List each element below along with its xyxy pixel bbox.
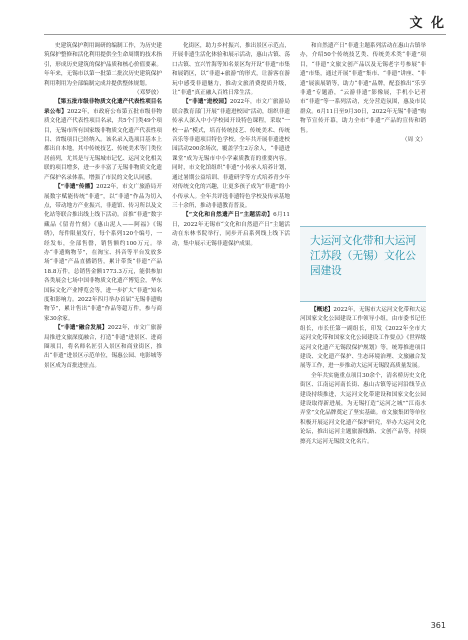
author-signature: （周 文） [401,137,426,144]
paragraph: 化街区，助力乡村振兴，推出景区示范点，开展非遗生活化体验和展示活动，惠山古镇、荡口古镇、宜兴竹海等知名景区均开设“非遗”市集和展销区，以“非遗+旅游”的形式，让游客在游玩中感受非遗魅力，推动文旅消费提质升级，让“非遗”真正融入百姓日常生活。 [172,43,290,97]
paragraph [44,183,162,324]
column-1 [44,42,162,371]
feature-heading: 大运河文化带和大运河江苏段（无锡）文化公园建设 [310,235,416,278]
column-3-lower [300,306,426,447]
entry-text: 2022年，市政府公布第五批市级非物质文化遗产代表性项目名录，共5个门类49个项目，无锡市所有国家级非物质文化遗产代表性项目、省级项目已经纳入。该名录入选项目基本上都出自本地，其中传统技艺、传统美术等门类位居前列，尤其是与无锡城市记忆、运河文化相关联的项目增多，进一步丰富了无锡非物质文化遗产保护名录体系，增强了市民的文化认同感。 [44,108,162,181]
paragraph: 史建筑保护利用调研的编制工作，为历史建筑保护整修和活化利用提供全生命周期的技术指引，形成历史建筑的保护品质和核心价值要素。年年来，无锡市以第一批第二批次历史建筑保护利用利用为全部编制完成并提供整体规划。 [44,43,162,87]
paragraph [172,98,290,211]
column-2 [172,42,290,249]
entry-text: 2022年，市文广旅游局联合教育部门开展“非遗进校园”活动，组织非遗传承人深入中小学校园开设特色课程，采取“一校一品”模式，培育传统技艺、传统美术、传统音乐等非遗项目特色学校。全年共开展非遗进校园活动200余场次，覆盖学生2万余人，“非遗进课堂”成为无锡市中小学素质教育的重要内容。同时，市文化馆组织“非遗”小传承人培养计划，通过暑期公益培训、非遗研学等方式培养青少年对传统文化的兴趣，让更多孩子成为“非遗”的小小传承人。全年共评选非遗特色学校及传承基地三十余所，推动非遗教育普及。 [172,99,290,209]
entry-text: 2022年，市文广旅游局推进文旅深度融合，打造“非遗”进景区、进商圈项目，将名师名匠引入景区和商业街区，推出“非遗”进景区示范单位，锡惠公园、电影城等景区成为首批进驻点。 [44,325,162,369]
feature-heading-box [300,226,426,302]
entry-heading: 【“非遗”融合发展】 [55,325,108,332]
entry-heading: 【概述】 [311,307,334,313]
paragraph [300,306,426,372]
column-3 [300,42,426,145]
paragraph [44,324,162,371]
author-signature: （邓梦放） [134,90,162,97]
entry-text: 2022年，无锡市大运河文化带和大运河国家文化公园建设工作领导小组，由市委书记任组长，市长任第一副组长，印发《2022年全市大运河文化带和国家文化公园建设工作要点》《世界级运河文化遗产无锡段保护规划》等，统筹推进项目建设、文化遗产保护、生态环境治理、文旅融合发展等工作，进一步推动大运河无锡段高质量发展。 [300,307,426,370]
paragraph: 全年共实施重点项目30余个，清名桥历史文化街区、江南运河南长街、惠山古镇等运河沿线节点建设持续推进，大运河文化带建设和国家文化公园建设取得新进展，为无锡打造“运河之城”“江南水弄堂”文化品牌奠定了坚实基础。市文旅集团等单位积极开展运河文化遗产保护研究，举办大运河文化论坛，推出运河主题旅游线路、文创产品等，持续擦亮大运河无锡段文化名片。 [300,372,426,445]
entry-heading: 【“非遗”传播】 [55,184,97,191]
entry-heading: 【第五批市级非物质文化遗产代表性项目名录公布】 [44,99,162,115]
entry-text: 6月11日，2022年无锡市“文化和自然遗产日”主题活动在东林书院举行，同步开启系列线上线下活动，集中展示无锡非遗保护成果。 [172,212,290,247]
page-number: 361 [430,621,446,630]
paragraph [44,98,162,183]
paragraph: 和自然遗产日”非遗主题系列活动在惠山古镇举办，介绍50个传统技艺类、传统美术类“非遗”项目，“非遗”文旅文创产品以及无锡老字号参展“非遗”市集，通过开展“非遗”集市、“非遗”讲座、“非遗”展演展销等，助力“非遗”品牌，配套推出“乐享非遗”专题游，“云游非遗”影像展，手机小记者市“非遗”等一系列活动，充分营造氛围，惠及市民群众。6月11日至9月30日，2022年无锡“非遗”购物节宣传开幕，助力全市“非遗”产品的宣传和销售。 [300,43,426,134]
header-divider [44,34,446,35]
section-title: 文 化 [409,16,446,31]
entry-heading: 【“文化和自然遗产日”主题活动】 [183,212,274,219]
paragraph [172,211,290,249]
entry-text: 2022年，市文广旅游局开展数字赋能传统“非遗”，以“非遗”作品为切入点，带动地方产业振兴，非遗馆、传习所以及文化站等联合推出线上线下活动。首推“非遗”数字藏品《留青竹刻》《惠山泥人——阿福》《锡绣》，每件限量发行，每个系列120个编号，一经发布，全部售罄，销售额约100万元。举办“非遗购物节”，在淘宝、抖音等平台发放多场“非遗”产品直播销售，累计带货“非遗”产品18.8万件，总销售金额1773.3万元，能供参加各类展会七场中国非物质文化遗产博览会，华东国际文化产业博览会等，进一步扩大“非遗”知名度和影响力。2022年四月举办首届“无锡非遗购物节”，累计售出“非遗”作品等超万件，参与商家30余家。 [44,184,162,322]
entry-heading: 【“非遗”进校园】 [183,99,230,106]
